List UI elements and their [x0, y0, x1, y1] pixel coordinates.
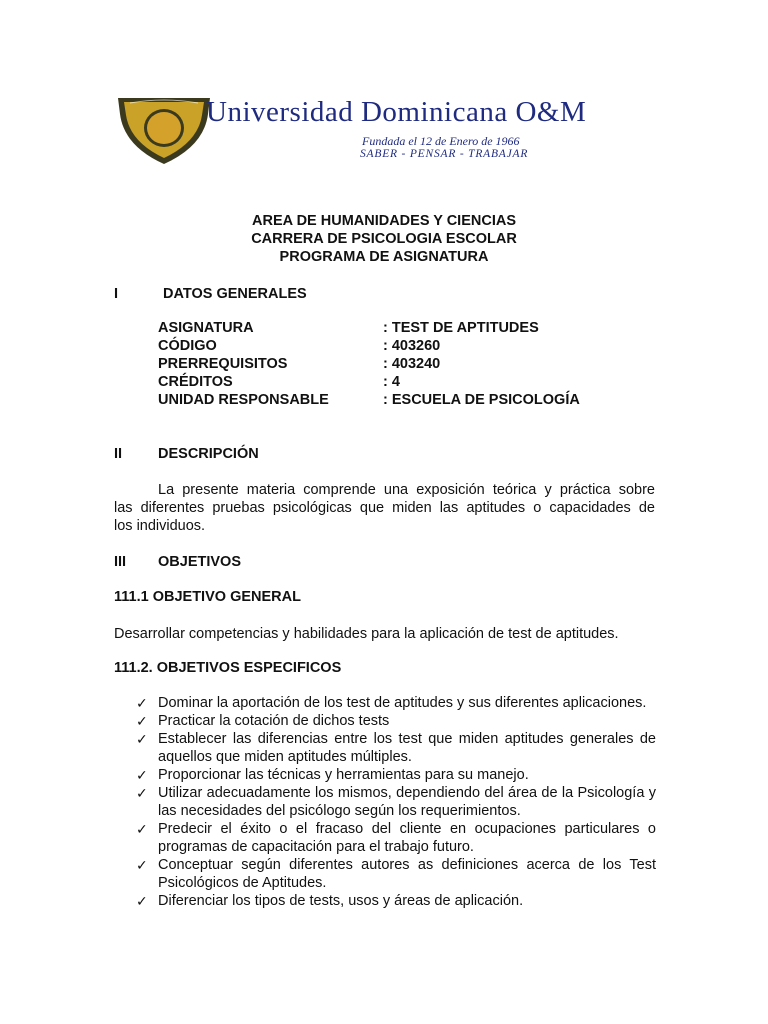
list-item: ✓ Practicar la cotación de dichos tests [136, 713, 390, 729]
section-3-number: III [114, 554, 127, 570]
checkmark-icon: ✓ [136, 785, 148, 801]
list-item: ✓ Dominar la aportación de los test de aptitudes y sus diferentes aplicaciones. [136, 695, 647, 711]
description-line-3: los individuos. [114, 518, 206, 534]
row-value-prerrequisitos: : 403240 [383, 356, 441, 372]
shield-icon [116, 94, 212, 166]
area-title: AREA DE HUMANIDADES Y CIENCIAS [252, 213, 516, 229]
section-1-number: I [114, 286, 119, 302]
row-label-codigo: CÓDIGO [158, 338, 217, 354]
description-line-2: las diferentes pruebas psicológicas que miden las aptitudes o capacidades de [114, 500, 655, 516]
career-title: CARRERA DE PSICOLOGIA ESCOLAR [251, 231, 517, 247]
founded-date: Fundada el 12 de Enero de 1966 [362, 134, 520, 148]
section-1-title: DATOS GENERALES [163, 286, 307, 302]
specific-objectives-heading: 111.2. OBJETIVOS ESPECIFICOS [114, 660, 342, 676]
row-value-creditos: : 4 [383, 374, 400, 390]
row-value-codigo: : 403260 [383, 338, 441, 354]
row-label-asignatura: ASIGNATURA [158, 320, 254, 336]
checkmark-icon: ✓ [136, 857, 148, 873]
motto: SABER - PENSAR - TRABAJAR [360, 148, 529, 160]
checkmark-icon: ✓ [136, 695, 148, 711]
university-seal-logo [116, 94, 212, 166]
row-label-unidad: UNIDAD RESPONSABLE [158, 392, 329, 408]
general-objective-heading: 111.1 OBJETIVO GENERAL [114, 589, 301, 605]
list-item: ✓ Utilizar adecuadamente los mismos, dependiendo del área de la Psicología y las necesidades del psicólogo según los requerimientos. [136, 785, 656, 819]
section-3-title: OBJETIVOS [158, 554, 241, 570]
checkmark-icon: ✓ [136, 821, 148, 837]
list-item: ✓ Diferenciar los tipos de tests, usos y áreas de aplicación. [136, 893, 524, 909]
section-2-number: II [114, 446, 123, 462]
list-item: ✓ Predecir el éxito o el fracaso del cliente en ocupaciones particulares o programas de capacitación para el trabajo futuro. [136, 821, 656, 855]
list-item: ✓ Establecer las diferencias entre los test que miden aptitudes generales de aquellos que miden aptitudes múltiples. [136, 731, 656, 765]
section-2-title: DESCRIPCIÓN [158, 446, 259, 462]
list-item: ✓ Conceptuar según diferentes autores as definiciones acerca de los Test Psicológicos de Aptitudes. [136, 857, 656, 891]
program-title: PROGRAMA DE ASIGNATURA [279, 249, 489, 265]
university-name: Universidad Dominicana O&M [206, 96, 587, 128]
checkmark-icon: ✓ [136, 713, 148, 729]
row-value-asignatura: : TEST DE APTITUDES [383, 320, 539, 336]
description-line-1: La presente materia comprende una exposición teórica y práctica sobre [158, 482, 655, 498]
specific-objectives-list [136, 694, 656, 910]
checkmark-icon: ✓ [136, 731, 148, 747]
row-label-prerrequisitos: PRERREQUISITOS [158, 356, 288, 372]
row-value-unidad: : ESCUELA DE PSICOLOGÍA [383, 392, 580, 408]
checkmark-icon: ✓ [136, 767, 148, 783]
checkmark-icon: ✓ [136, 893, 148, 909]
general-objective-text: Desarrollar competencias y habilidades para la aplicación de test de aptitudes. [114, 626, 619, 642]
row-label-creditos: CRÉDITOS [158, 374, 233, 390]
list-item: ✓ Proporcionar las técnicas y herramientas para su manejo. [136, 767, 529, 783]
